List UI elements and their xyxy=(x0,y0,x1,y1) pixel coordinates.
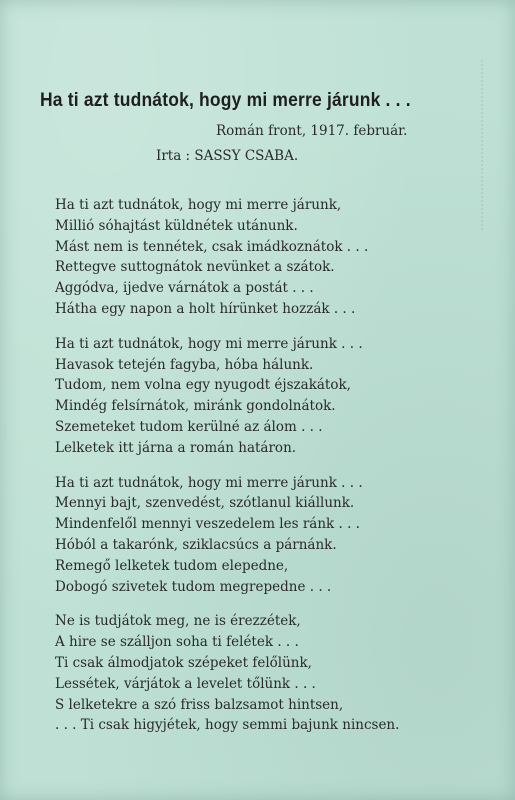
poem-line: Remegő lelketek tudom elepedne, xyxy=(55,557,289,574)
stanza-1 xyxy=(55,195,475,320)
poem-line: Mindenfelől mennyi veszedelem les ránk . . . xyxy=(55,516,360,533)
poem-line: Tudom, nem volna egy nyugodt éjszakátok, xyxy=(55,377,351,394)
poem-line: Ti csak álmodjatok szépeket felőlünk, xyxy=(55,654,312,671)
poem-line: Lelketek itt járna a román határon. xyxy=(55,439,297,456)
poem-line: Ha ti azt tudnátok, hogy mi merre járunk, xyxy=(55,197,342,213)
poem-line: Aggódva, ijedve várnátok a postát . . . xyxy=(55,280,314,297)
poem-body xyxy=(55,195,475,750)
poem-line: Szemeteket tudom kerülné az álom . . . xyxy=(55,418,323,435)
poem-title: Ha ti azt tudnátok, hogy mi merre járunk . . . xyxy=(40,90,411,111)
poem-author: Irta : SASSY CSABA. xyxy=(156,148,299,164)
poem-line: Hóból a takarónk, sziklacsúcs a párnánk. xyxy=(55,536,337,553)
poem-line: A hire se szálljon soha ti felétek . . . xyxy=(55,634,299,651)
poem-line: Lessétek, várjátok a levelet tőlünk . . . xyxy=(55,675,316,692)
faded-postmark xyxy=(481,60,507,230)
poem-line: Mást nem is tennétek, csak imádkoznátok . . . xyxy=(55,238,369,255)
poem-line: Mennyi bajt, szenvedést, szótlanul kiállunk. xyxy=(55,495,355,512)
poem-line: Rettegve suttognátok nevünket a szátok. xyxy=(55,259,335,276)
poem-line: S lelketekre a szó friss balzsamot hintsen, xyxy=(55,696,344,713)
poem-line: Hátha egy napon a holt hírünket hozzák . . . xyxy=(55,300,356,317)
poem-line: Ha ti azt tudnátok, hogy mi merre járunk . . . xyxy=(55,335,363,352)
poem-line: Millió sóhajtást küldnétek utánunk. xyxy=(55,217,298,234)
poem-line: Ne is tudjátok meg, ne is érezzétek, xyxy=(55,613,301,630)
stanza-4 xyxy=(55,611,475,736)
stanza-2 xyxy=(55,334,475,459)
stanza-3 xyxy=(55,473,475,598)
poem-line: Dobogó szivetek tudom megrepedne . . . xyxy=(55,578,332,595)
poem-line: Mindég felsírnátok, miránk gondolnátok. xyxy=(55,398,336,415)
poem-line: Ha ti azt tudnátok, hogy mi merre járunk . . . xyxy=(55,474,363,491)
poem-dateline: Román front, 1917. február. xyxy=(216,123,408,139)
poem-line: Havasok tetején fagyba, hóba hálunk. xyxy=(55,356,314,373)
poem-line: . . . Ti csak higyjétek, hogy semmi bajunk nincsen. xyxy=(55,717,400,734)
